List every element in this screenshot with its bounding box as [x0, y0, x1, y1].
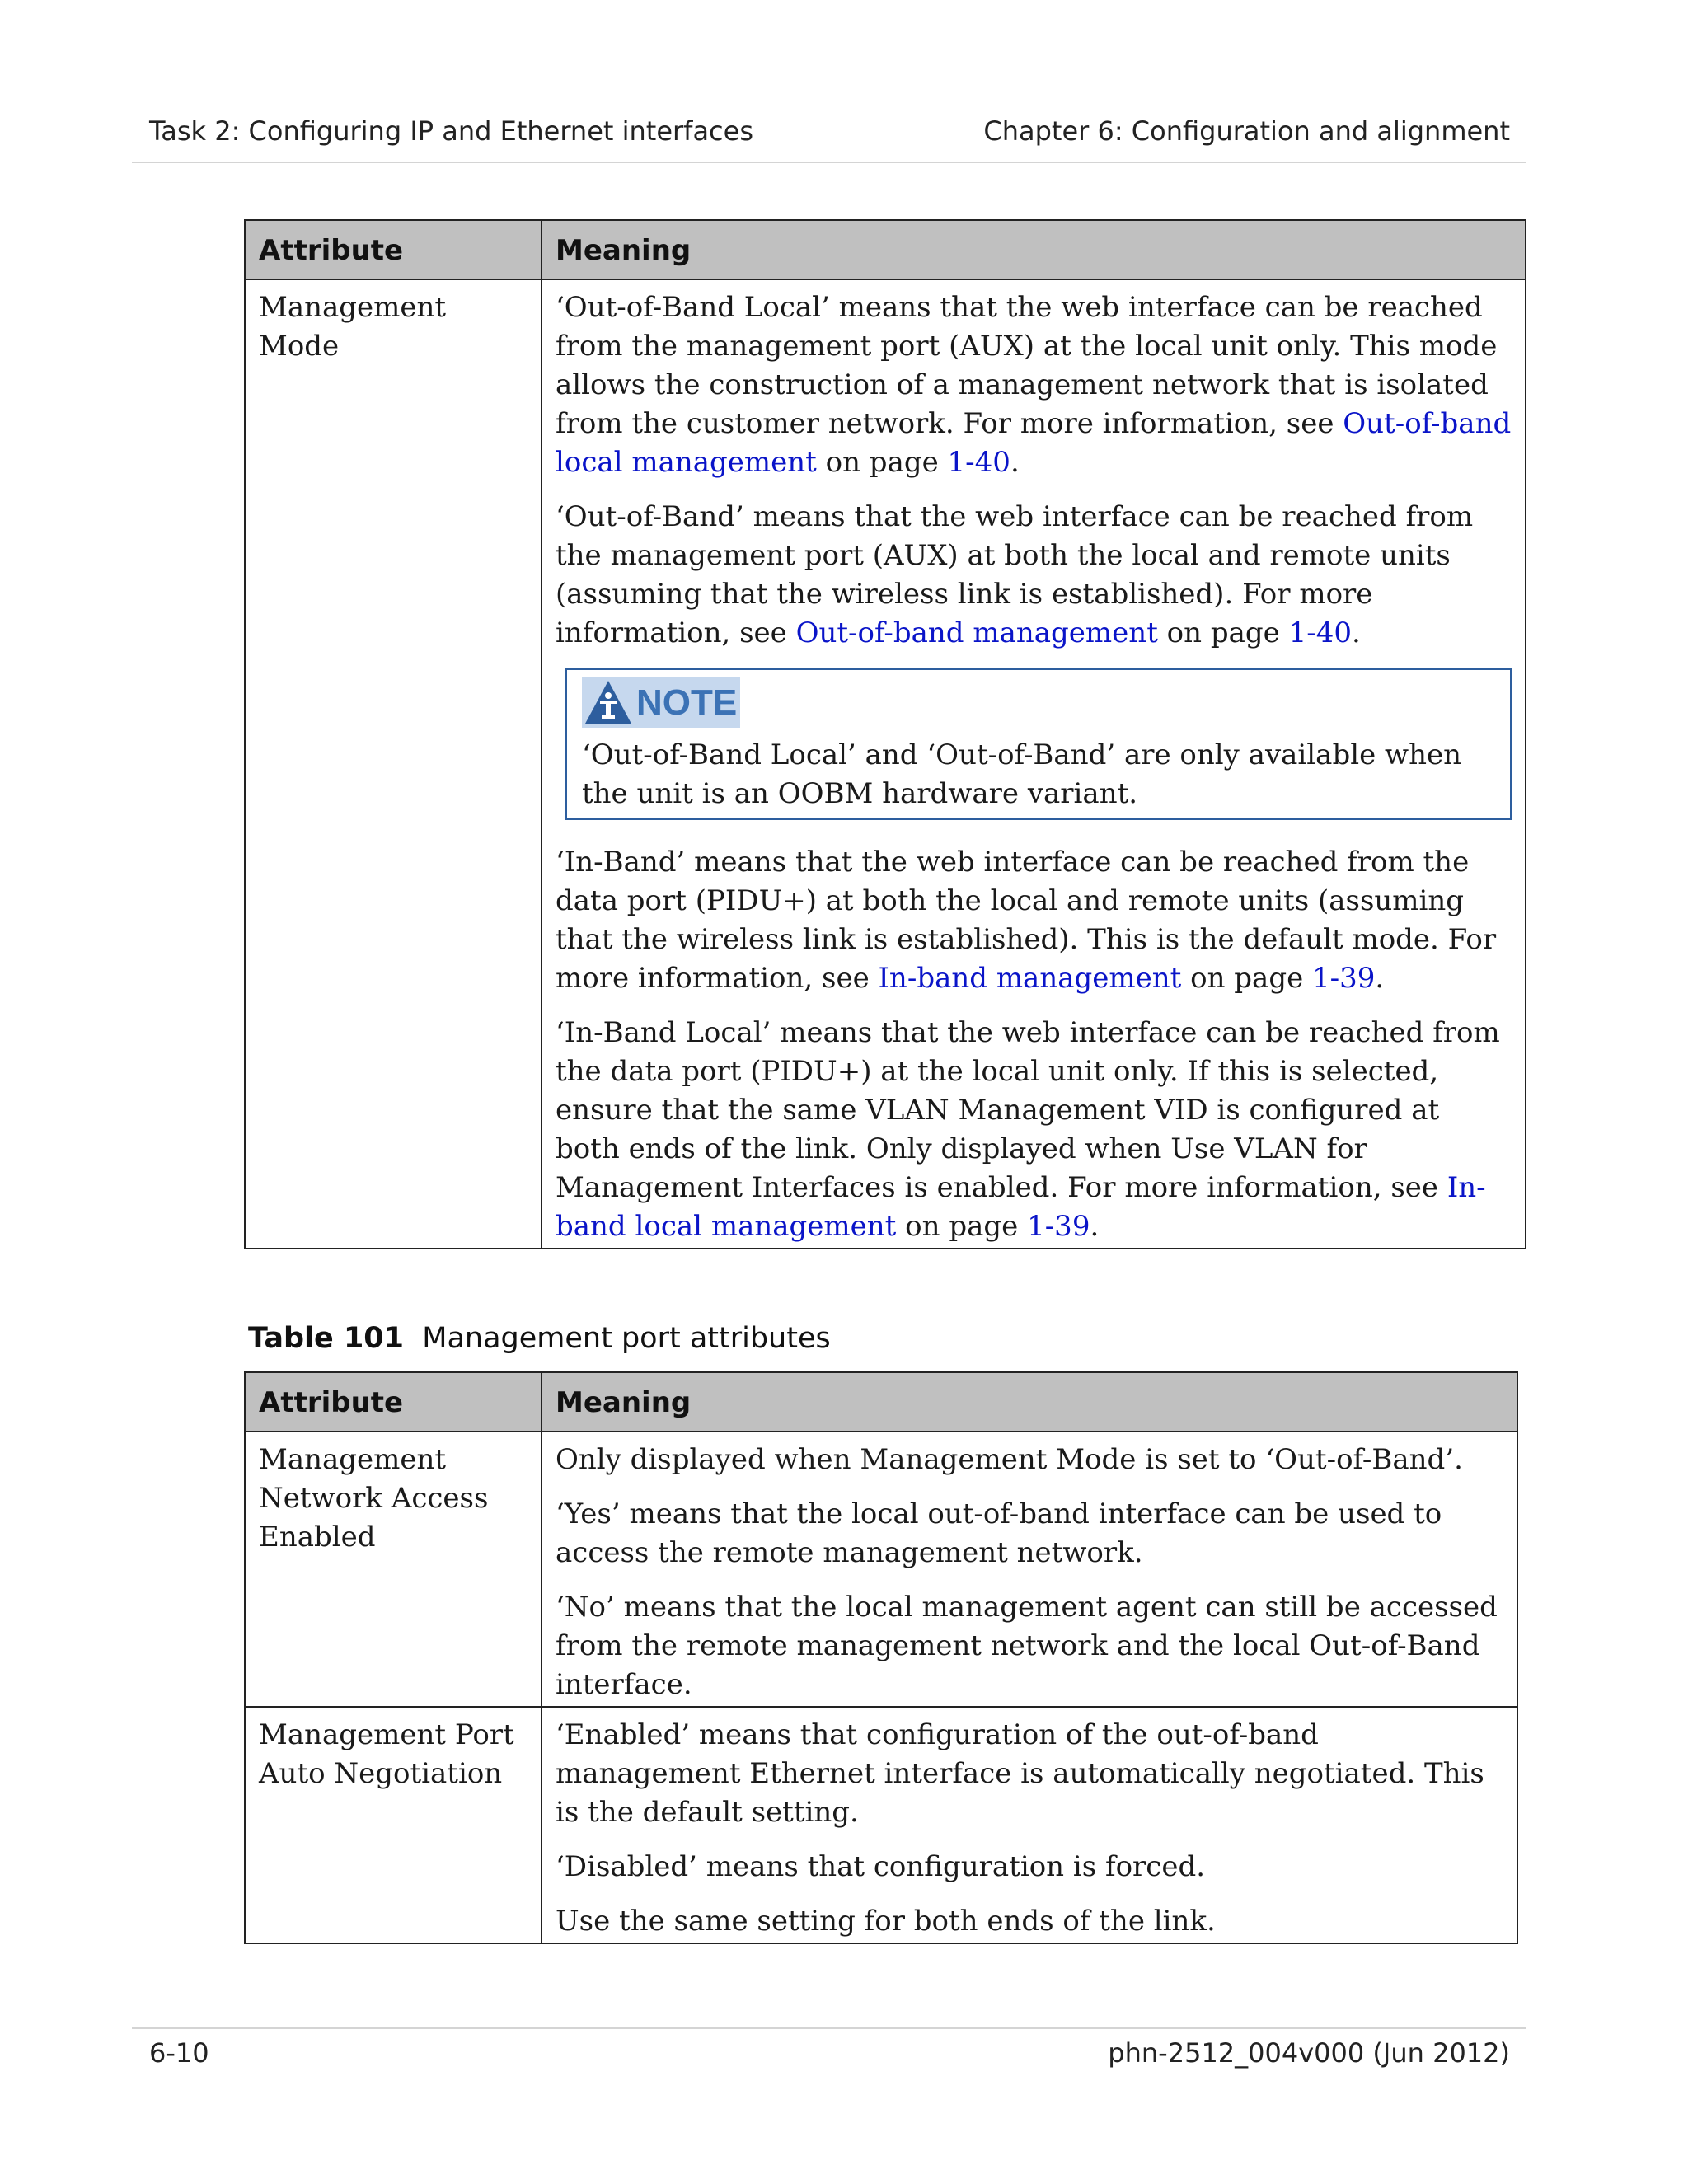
table-row [245, 1432, 1517, 1707]
meaning-paragraph: ‘Disabled’ means that configuration is forced. [556, 1850, 1206, 1883]
meaning-paragraph [556, 498, 1512, 653]
page-reference-link[interactable]: 1-39 [1312, 962, 1376, 995]
column-header-meaning: Meaning [542, 1372, 1517, 1432]
paragraph-text: on page [1181, 962, 1313, 995]
meaning-cell [542, 279, 1526, 1249]
warning-person-icon [584, 679, 633, 725]
attribute-cell [245, 279, 542, 1249]
meaning-paragraph [556, 1014, 1512, 1246]
footer-divider [132, 2027, 1526, 2029]
column-header-meaning: Meaning [542, 220, 1526, 279]
column-header-attribute: Attribute [245, 220, 542, 279]
table-row [245, 1707, 1517, 1943]
attribute-name: Management Mode [259, 291, 447, 363]
meaning-paragraph [556, 288, 1512, 482]
management-port-attributes-table [244, 1371, 1518, 1944]
paragraph-text: . [1351, 616, 1361, 649]
meaning-cell [542, 1432, 1517, 1707]
paragraph-text: . [1010, 446, 1020, 479]
page-reference-link[interactable]: 1-40 [1288, 616, 1352, 649]
attribute-cell [245, 1432, 542, 1707]
paragraph-text: ‘In-Band Local’ means that the web interface can be reached from the data port (PIDU+) at the local unit only. If this is selected, ensure that the same VLAN Management VID is configured at both ends of the link. Only displayed when Use VLAN for Management Interfaces is enabled. For more information, see [556, 1016, 1500, 1204]
attribute-name: Management Network Access Enabled [259, 1443, 489, 1554]
cross-reference-link[interactable]: Out-of-band local management [556, 407, 1512, 479]
attribute-name: Management Port Auto Negotiation [259, 1718, 514, 1790]
page-reference-link[interactable]: 1-39 [1027, 1210, 1090, 1243]
paragraph-text: . [1090, 1210, 1100, 1243]
paragraph-text: ‘Out-of-Band Local’ means that the web interface can be reached from the management port (AUX) at the local unit only. This mode allows the construction of a management network that is isolated from the customer network. For more information, see [556, 291, 1498, 440]
paragraph-text: on page [1157, 616, 1289, 649]
page-reference-link[interactable]: 1-40 [947, 446, 1010, 479]
note-box [565, 668, 1512, 820]
meaning-paragraph: Use the same setting for both ends of the link. [556, 1905, 1216, 1938]
note-text: ‘Out-of-Band Local’ and ‘Out-of-Band’ are only available when the unit is an OOBM hardware variant. [582, 738, 1462, 810]
meaning-paragraph: ‘No’ means that the local management agent can still be accessed from the remote management network and the local Out-of-Band interface. [556, 1591, 1498, 1701]
table-header-row [245, 1372, 1517, 1432]
meaning-paragraph: Only displayed when Management Mode is set to ‘Out-of-Band’. [556, 1443, 1463, 1476]
table-header-row [245, 220, 1526, 279]
paragraph-text: ‘In-Band’ means that the web interface can be reached from the data port (PIDU+) at both the local and remote units (assuming that the wireless link is established). This is the default mode. For more information, see [556, 846, 1497, 995]
attribute-cell [245, 1707, 542, 1943]
table-caption-title: Management port attributes [422, 1322, 831, 1355]
management-mode-table [244, 219, 1526, 1249]
note-title: NOTE [636, 682, 738, 723]
column-header-attribute: Attribute [245, 1372, 542, 1432]
table-caption-number: Table 101 [248, 1322, 405, 1355]
cross-reference-link[interactable]: In-band local management [556, 1171, 1486, 1243]
note-label [582, 677, 740, 728]
paragraph-text: on page [816, 446, 948, 479]
cross-reference-link[interactable]: In-band management [878, 962, 1182, 995]
cross-reference-link[interactable]: Out-of-band management [795, 616, 1158, 649]
meaning-cell [542, 1707, 1517, 1943]
paragraph-text: . [1375, 962, 1385, 995]
running-header-right: Chapter 6: Configuration and alignment [983, 115, 1510, 147]
header-divider [132, 162, 1526, 163]
table-caption [248, 1322, 831, 1355]
document-id: phn-2512_004v000 (Jun 2012) [1108, 2037, 1510, 2069]
paragraph-text: ‘Out-of-Band’ means that the web interface can be reached from the management port (AUX) at both the local and remote units (assuming that the wireless link is established). For more information, see [556, 500, 1474, 649]
table-row [245, 279, 1526, 1249]
running-header-left: Task 2: Configuring IP and Ethernet interfaces [149, 115, 753, 147]
paragraph-text: on page [896, 1210, 1028, 1243]
page-number: 6-10 [149, 2037, 209, 2069]
meaning-paragraph: ‘Enabled’ means that configuration of the out-of-band management Ethernet interface is automatically negotiated. This is the default setting. [556, 1718, 1484, 1829]
meaning-paragraph [556, 843, 1512, 998]
meaning-paragraph: ‘Yes’ means that the local out-of-band interface can be used to access the remote management network. [556, 1497, 1442, 1569]
